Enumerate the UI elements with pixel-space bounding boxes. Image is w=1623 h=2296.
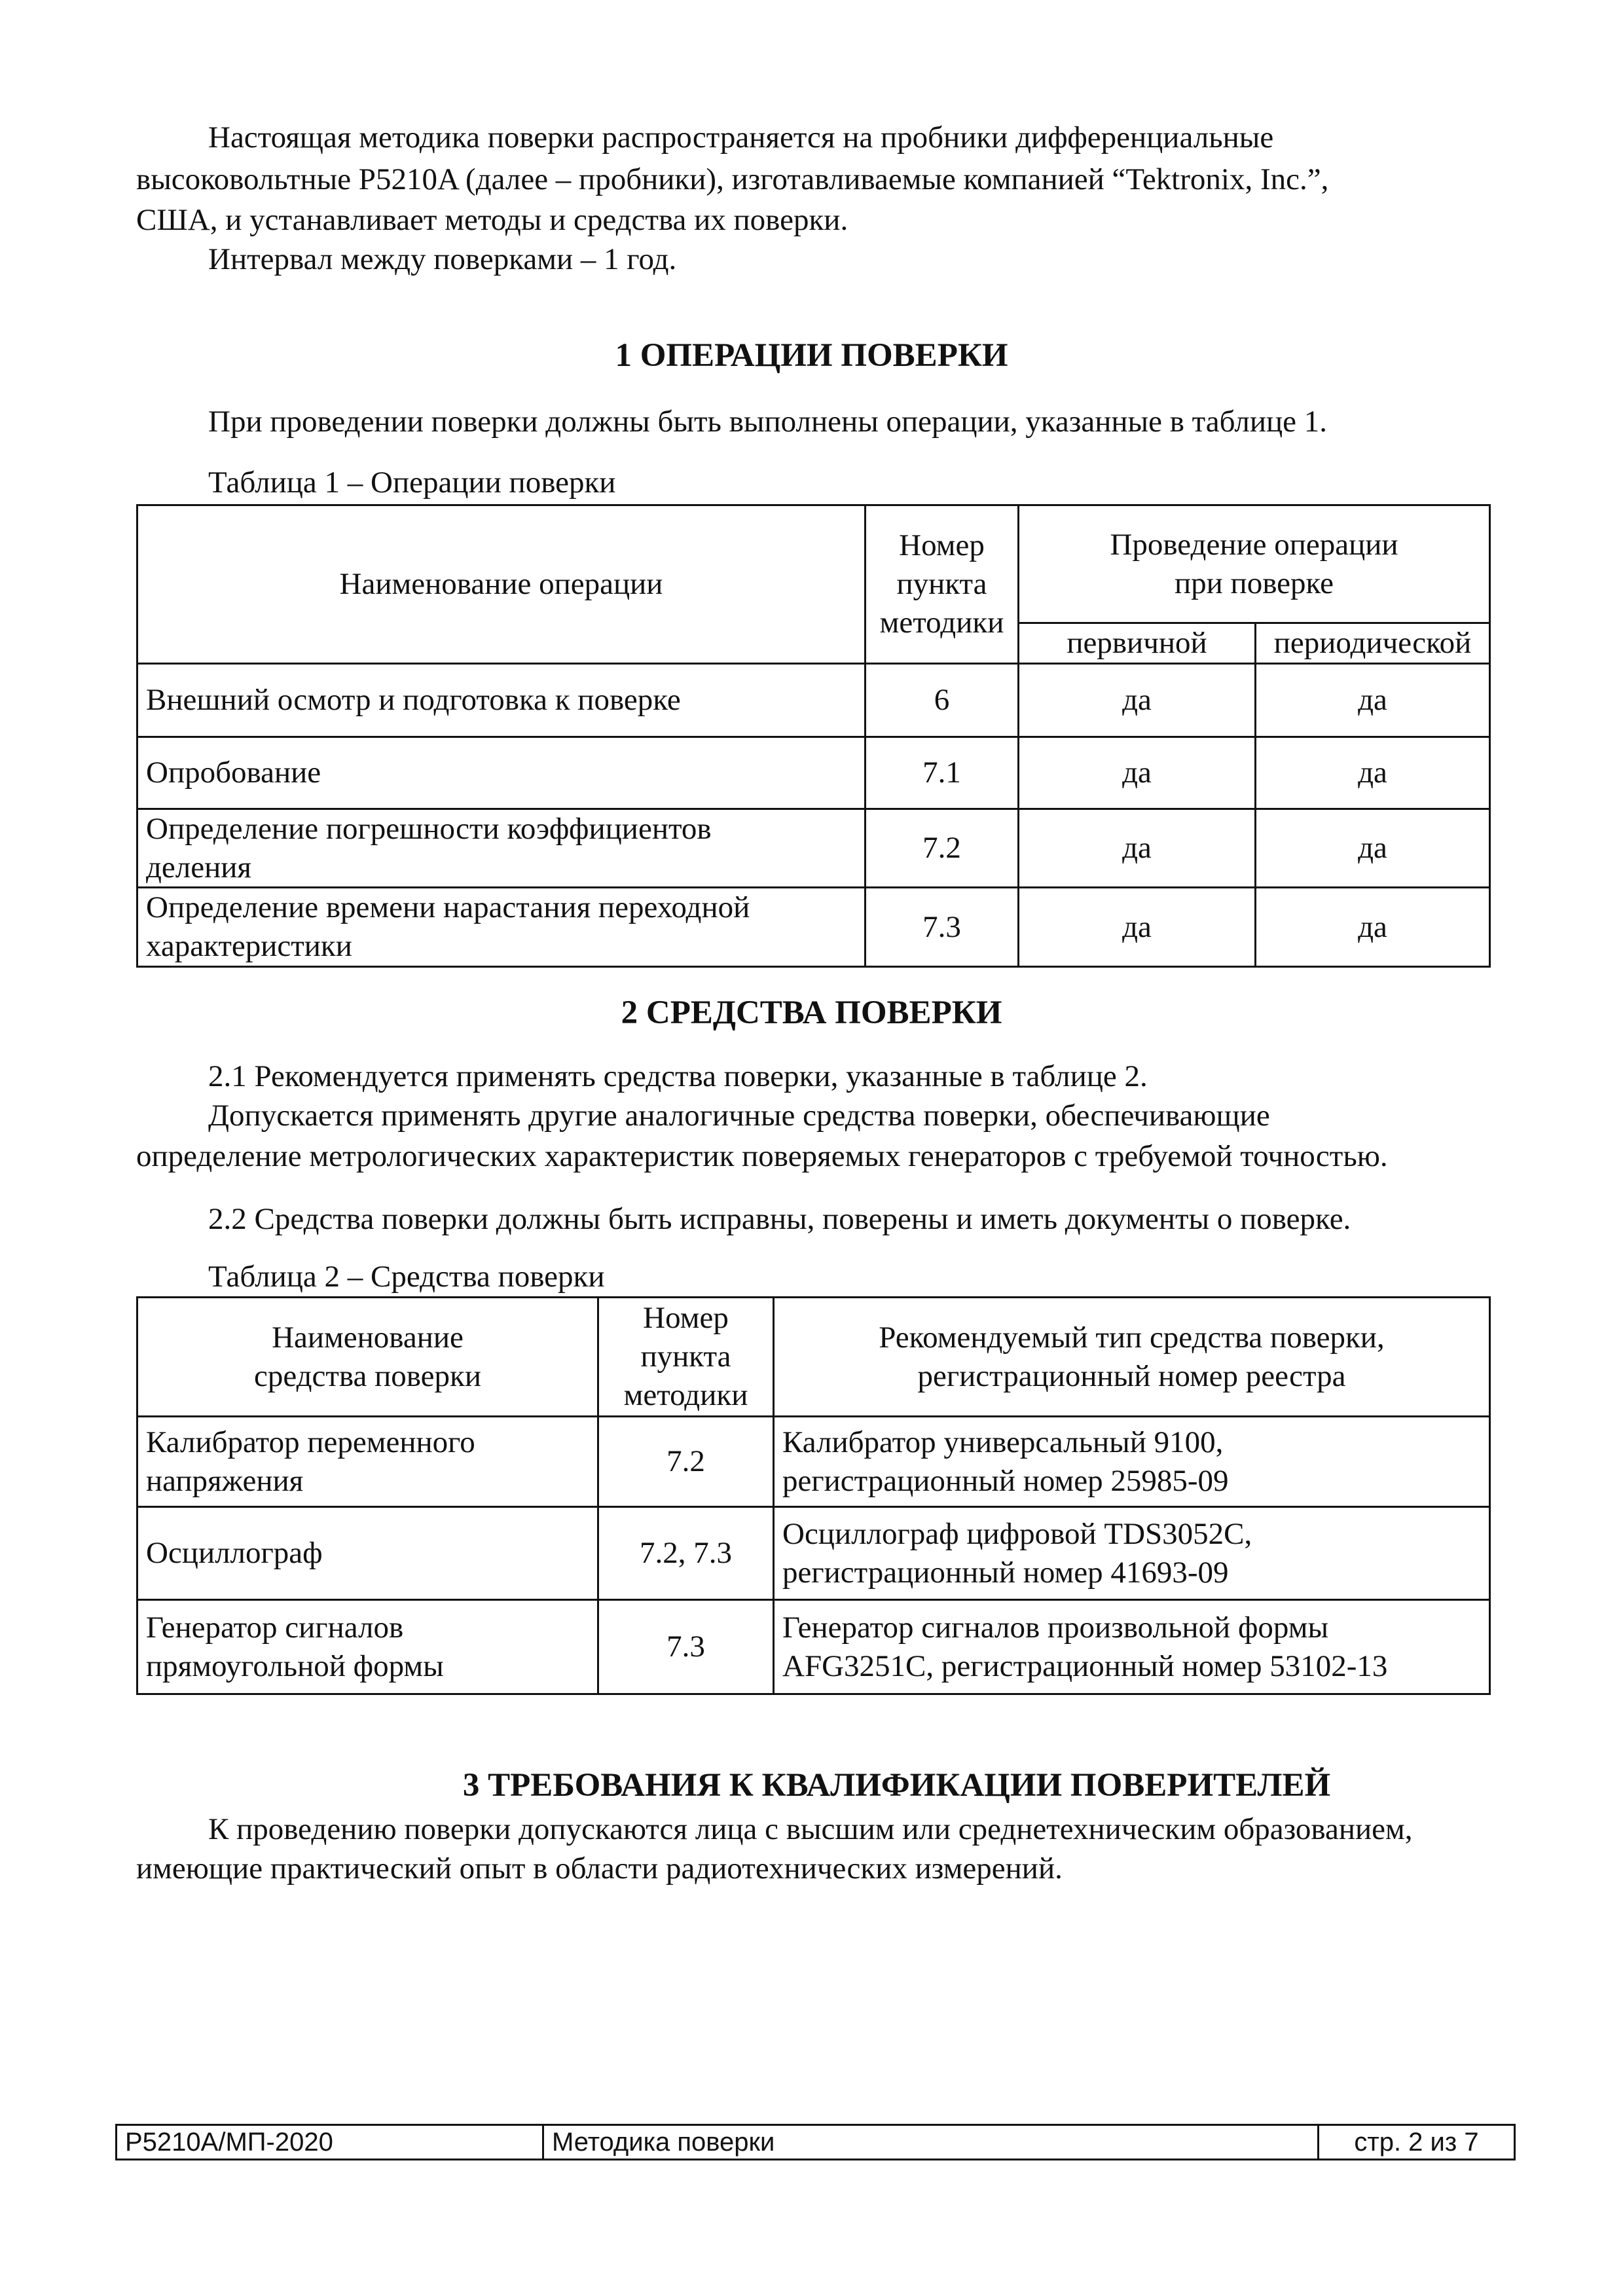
t1-cell-name: Опробование: [137, 737, 866, 809]
t1-cell-name: Определение времени нарастания переходной характеристики: [137, 888, 866, 967]
t1-header-conduct: Проведение операции при поверке: [1019, 505, 1490, 623]
table-row: [137, 1507, 1490, 1600]
footer-stamp: [115, 2124, 1516, 2160]
footer-doc-title: Методика поверки: [543, 2125, 1319, 2160]
t1-cell-number: 6: [866, 663, 1019, 737]
section-1-heading: 1 ОПЕРАЦИИ ПОВЕРКИ: [615, 337, 1008, 374]
t2-cell-name: Осциллограф: [137, 1507, 598, 1600]
intro-line-3: США, и устанавливает методы и средства их поверки.: [136, 203, 848, 237]
intro-line-1: Настоящая методика поверки распространяется на пробники дифференциальные: [208, 120, 1274, 155]
table-2: [136, 1296, 1491, 1695]
t1-cell-number: 7.1: [866, 737, 1019, 809]
t2-cell-number: 7.2, 7.3: [598, 1507, 774, 1600]
section-3-line-2: имеющие практический опыт в области радиотехнических измерений.: [136, 1851, 1063, 1886]
table-1-caption: Таблица 1 – Операции поверки: [208, 465, 616, 500]
t2-cell-type: Осциллограф цифровой TDS3052C, регистрационный номер 41693-09: [774, 1507, 1490, 1600]
t2-header-type: Рекомендуемый тип средства поверки, регистрационный номер реестра: [774, 1298, 1490, 1417]
table-2-caption: Таблица 2 – Средства поверки: [208, 1260, 605, 1294]
t2-cell-type: Калибратор универсальный 9100, регистрационный номер 25985-09: [774, 1417, 1490, 1507]
intro-interval: Интервал между поверками – 1 год.: [208, 242, 677, 276]
table-row: [137, 1600, 1490, 1694]
table-row: [137, 809, 1490, 888]
t1-cell-periodic: да: [1256, 663, 1490, 737]
t1-cell-primary: да: [1019, 888, 1256, 967]
section-2-p2-line-1: Допускается применять другие аналогичные средства поверки, обеспечивающие: [208, 1099, 1270, 1133]
t2-cell-name: Калибратор переменного напряжения: [137, 1417, 598, 1507]
section-2-heading: 2 СРЕДСТВА ПОВЕРКИ: [621, 994, 1002, 1031]
t1-header-periodic: периодической: [1256, 623, 1490, 664]
section-3-heading: 3 ТРЕБОВАНИЯ К КВАЛИФИКАЦИИ ПОВЕРИТЕЛЕЙ: [462, 1767, 1331, 1804]
section-3-line-1: К проведению поверки допускаются лица с высшим или среднетехническим образованием,: [208, 1812, 1413, 1846]
section-2-p1: 2.1 Рекомендуется применять средства поверки, указанные в таблице 2.: [208, 1059, 1148, 1093]
table-1: [136, 504, 1491, 968]
intro-line-2: высоковольтные P5210A (далее – пробники), изготавливаемые компанией “Tektronix, Inc.”,: [136, 162, 1329, 196]
t1-cell-periodic: да: [1256, 737, 1490, 809]
t1-cell-name: Определение погрешности коэффициентов деления: [137, 809, 866, 888]
t1-cell-primary: да: [1019, 737, 1256, 809]
t2-header-number: Номер пункта методики: [598, 1298, 774, 1417]
table-row: [137, 1417, 1490, 1507]
t1-cell-name: Внешний осмотр и подготовка к поверке: [137, 663, 866, 737]
t2-header-name: Наименование средства поверки: [137, 1298, 598, 1417]
section-2-p2-line-2: определение метрологических характеристик поверяемых генераторов с требуемой точностью.: [136, 1139, 1388, 1173]
t1-cell-number: 7.3: [866, 888, 1019, 967]
table-row: [137, 737, 1490, 809]
t1-cell-periodic: да: [1256, 809, 1490, 888]
t1-cell-periodic: да: [1256, 888, 1490, 967]
section-2-p3: 2.2 Средства поверки должны быть исправны, поверены и иметь документы о поверке.: [208, 1202, 1351, 1236]
table-row: [137, 663, 1490, 737]
t2-cell-number: 7.3: [598, 1600, 774, 1694]
t2-cell-type: Генератор сигналов произвольной формы AFG3251C, регистрационный номер 53102-13: [774, 1600, 1490, 1694]
t1-header-primary: первичной: [1019, 623, 1256, 664]
footer-doc-code: P5210A/МП-2020: [117, 2125, 543, 2160]
t1-cell-number: 7.2: [866, 809, 1019, 888]
t2-cell-name: Генератор сигналов прямоугольной формы: [137, 1600, 598, 1694]
t2-cell-number: 7.2: [598, 1417, 774, 1507]
footer-page-number: стр. 2 из 7: [1319, 2125, 1515, 2160]
t1-cell-primary: да: [1019, 663, 1256, 737]
section-1-text: При проведении поверки должны быть выполнены операции, указанные в таблице 1.: [208, 405, 1327, 439]
t1-cell-primary: да: [1019, 809, 1256, 888]
t1-header-number: Номер пункта методики: [866, 505, 1019, 664]
t1-header-name: Наименование операции: [137, 505, 866, 664]
table-row: [137, 888, 1490, 967]
